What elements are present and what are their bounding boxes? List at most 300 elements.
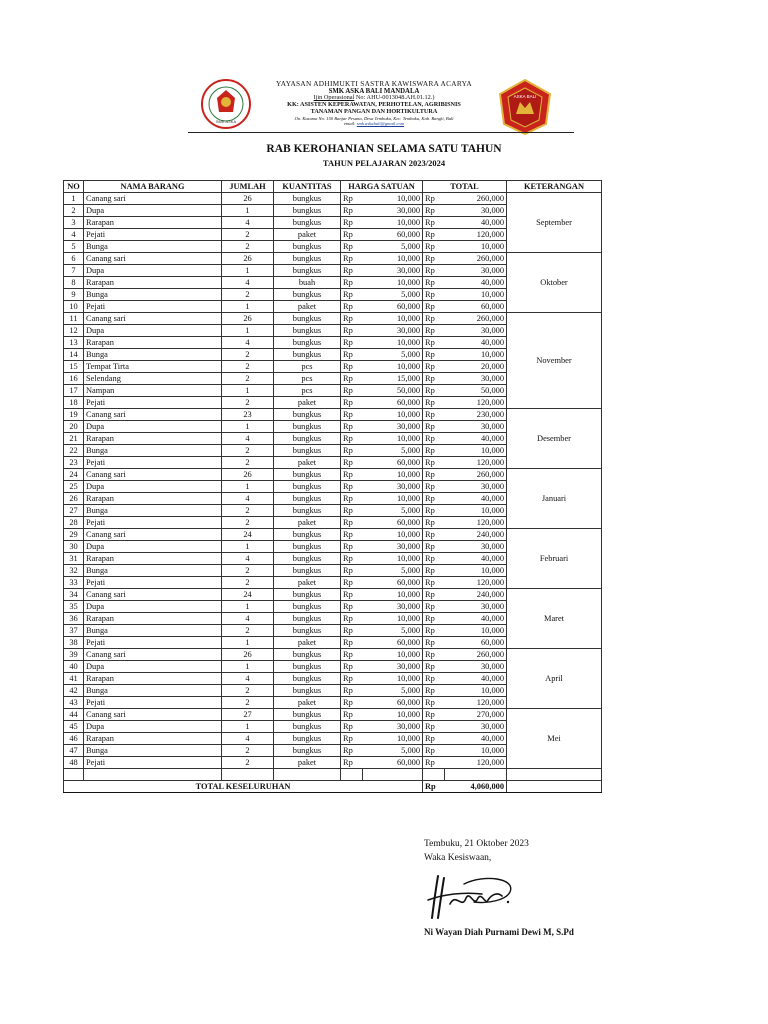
cell-jumlah: 1	[222, 637, 274, 649]
cell-harga-satuan: 60,000	[363, 697, 423, 709]
cell-total-currency: Rp	[423, 589, 445, 601]
cell-total-currency: Rp	[423, 385, 445, 397]
cell-total-currency: Rp	[423, 541, 445, 553]
cell-kuantitas: bungkus	[274, 481, 341, 493]
cell-harga-currency: Rp	[341, 637, 363, 649]
blank-cell	[423, 769, 445, 781]
cell-harga-currency: Rp	[341, 301, 363, 313]
cell-kuantitas: bungkus	[274, 685, 341, 697]
cell-nama-barang: Tempat Tirta	[84, 361, 222, 373]
grand-total-empty	[507, 781, 602, 793]
cell-kuantitas: bungkus	[274, 469, 341, 481]
cell-kuantitas: bungkus	[274, 709, 341, 721]
cell-no: 23	[64, 457, 84, 469]
cell-total-currency: Rp	[423, 421, 445, 433]
cell-nama-barang: Canang sari	[84, 529, 222, 541]
school-logo-right	[496, 78, 554, 136]
cell-harga-currency: Rp	[341, 361, 363, 373]
cell-harga-currency: Rp	[341, 613, 363, 625]
cell-jumlah: 2	[222, 445, 274, 457]
cell-kuantitas: bungkus	[274, 313, 341, 325]
school-email-line	[258, 121, 490, 126]
cell-kuantitas: pcs	[274, 385, 341, 397]
cell-nama-barang: Bunga	[84, 241, 222, 253]
cell-harga-satuan: 5,000	[363, 349, 423, 361]
cell-total: 30,000	[445, 601, 507, 613]
cell-harga-satuan: 5,000	[363, 289, 423, 301]
cell-total: 270,000	[445, 709, 507, 721]
permit-label: Ijin Operasional	[313, 94, 355, 102]
cell-jumlah: 2	[222, 697, 274, 709]
cell-jumlah: 2	[222, 757, 274, 769]
cell-total-currency: Rp	[423, 481, 445, 493]
cell-harga-currency: Rp	[341, 241, 363, 253]
cell-harga-satuan: 10,000	[363, 277, 423, 289]
cell-total-currency: Rp	[423, 661, 445, 673]
cell-no: 4	[64, 229, 84, 241]
cell-total-currency: Rp	[423, 277, 445, 289]
cell-kuantitas: bungkus	[274, 337, 341, 349]
cell-kuantitas: bungkus	[274, 673, 341, 685]
cell-kuantitas: paket	[274, 229, 341, 241]
cell-total: 10,000	[445, 241, 507, 253]
table-row	[64, 313, 602, 325]
cell-harga-satuan: 30,000	[363, 325, 423, 337]
cell-nama-barang: Pejati	[84, 397, 222, 409]
cell-no: 22	[64, 445, 84, 457]
cell-nama-barang: Dupa	[84, 601, 222, 613]
cell-harga-currency: Rp	[341, 217, 363, 229]
cell-total-currency: Rp	[423, 745, 445, 757]
cell-jumlah: 2	[222, 625, 274, 637]
cell-harga-currency: Rp	[341, 397, 363, 409]
cell-no: 18	[64, 397, 84, 409]
cell-kuantitas: bungkus	[274, 733, 341, 745]
cell-jumlah: 2	[222, 241, 274, 253]
cell-kuantitas: bungkus	[274, 613, 341, 625]
cell-kuantitas: bungkus	[274, 553, 341, 565]
blank-cell	[363, 769, 423, 781]
cell-total: 10,000	[445, 625, 507, 637]
cell-kuantitas: bungkus	[274, 625, 341, 637]
cell-nama-barang: Rarapan	[84, 673, 222, 685]
cell-total: 10,000	[445, 685, 507, 697]
cell-harga-currency: Rp	[341, 337, 363, 349]
cell-total-currency: Rp	[423, 709, 445, 721]
cell-nama-barang: Dupa	[84, 265, 222, 277]
cell-no: 27	[64, 505, 84, 517]
cell-no: 29	[64, 529, 84, 541]
cell-nama-barang: Bunga	[84, 289, 222, 301]
cell-harga-currency: Rp	[341, 445, 363, 457]
cell-jumlah: 27	[222, 709, 274, 721]
cell-no: 34	[64, 589, 84, 601]
cell-total: 40,000	[445, 613, 507, 625]
cell-nama-barang: Pejati	[84, 577, 222, 589]
cell-no: 40	[64, 661, 84, 673]
cell-total: 30,000	[445, 661, 507, 673]
cell-harga-satuan: 60,000	[363, 517, 423, 529]
cell-total-currency: Rp	[423, 229, 445, 241]
signature-place-date: Tembuku, 21 Oktober 2023	[424, 839, 529, 849]
cell-total: 260,000	[445, 313, 507, 325]
cell-keterangan-month: Februari	[507, 529, 602, 589]
blank-cell	[274, 769, 341, 781]
cell-kuantitas: bungkus	[274, 445, 341, 457]
cell-no: 15	[64, 361, 84, 373]
cell-harga-currency: Rp	[341, 757, 363, 769]
cell-total: 120,000	[445, 697, 507, 709]
table-body	[64, 193, 602, 769]
cell-jumlah: 4	[222, 217, 274, 229]
cell-keterangan-month: Maret	[507, 589, 602, 649]
cell-jumlah: 2	[222, 349, 274, 361]
cell-no: 12	[64, 325, 84, 337]
cell-kuantitas: bungkus	[274, 529, 341, 541]
cell-nama-barang: Pejati	[84, 637, 222, 649]
cell-nama-barang: Pejati	[84, 757, 222, 769]
cell-jumlah: 2	[222, 229, 274, 241]
cell-harga-currency: Rp	[341, 577, 363, 589]
cell-harga-currency: Rp	[341, 589, 363, 601]
cell-keterangan-month: Oktober	[507, 253, 602, 313]
cell-no: 43	[64, 697, 84, 709]
cell-no: 44	[64, 709, 84, 721]
header-total: TOTAL	[423, 181, 507, 193]
cell-jumlah: 4	[222, 613, 274, 625]
cell-total: 60,000	[445, 637, 507, 649]
cell-kuantitas: bungkus	[274, 289, 341, 301]
cell-total-currency: Rp	[423, 529, 445, 541]
cell-harga-satuan: 30,000	[363, 265, 423, 277]
cell-harga-currency: Rp	[341, 193, 363, 205]
cell-jumlah: 2	[222, 289, 274, 301]
cell-harga-satuan: 60,000	[363, 757, 423, 769]
cell-kuantitas: bungkus	[274, 721, 341, 733]
cell-total-currency: Rp	[423, 721, 445, 733]
cell-harga-satuan: 10,000	[363, 589, 423, 601]
cell-harga-satuan: 5,000	[363, 565, 423, 577]
cell-harga-currency: Rp	[341, 457, 363, 469]
cell-no: 28	[64, 517, 84, 529]
cell-jumlah: 26	[222, 469, 274, 481]
cell-kuantitas: bungkus	[274, 745, 341, 757]
cell-harga-currency: Rp	[341, 697, 363, 709]
cell-total-currency: Rp	[423, 241, 445, 253]
cell-kuantitas: bungkus	[274, 541, 341, 553]
cell-harga-currency: Rp	[341, 529, 363, 541]
cell-harga-satuan: 5,000	[363, 241, 423, 253]
cell-harga-satuan: 10,000	[363, 217, 423, 229]
cell-harga-satuan: 10,000	[363, 493, 423, 505]
cell-total: 40,000	[445, 733, 507, 745]
cell-no: 16	[64, 373, 84, 385]
cell-no: 6	[64, 253, 84, 265]
cell-harga-satuan: 30,000	[363, 661, 423, 673]
svg-text:SMK ASKA: SMK ASKA	[215, 119, 237, 124]
grand-total-value: 4,060,000	[445, 781, 507, 793]
cell-nama-barang: Bunga	[84, 685, 222, 697]
grand-total-label: TOTAL KESELURUHAN	[64, 781, 423, 793]
cell-nama-barang: Dupa	[84, 721, 222, 733]
cell-harga-currency: Rp	[341, 661, 363, 673]
svg-text:ASKA BALI: ASKA BALI	[513, 94, 537, 99]
cell-total: 120,000	[445, 397, 507, 409]
cell-jumlah: 2	[222, 517, 274, 529]
cell-kuantitas: paket	[274, 301, 341, 313]
cell-jumlah: 2	[222, 397, 274, 409]
table-row	[64, 193, 602, 205]
cell-total-currency: Rp	[423, 649, 445, 661]
cell-jumlah: 1	[222, 385, 274, 397]
cell-jumlah: 4	[222, 733, 274, 745]
cell-kuantitas: bungkus	[274, 217, 341, 229]
blank-cell	[84, 769, 222, 781]
cell-total: 260,000	[445, 193, 507, 205]
cell-jumlah: 2	[222, 505, 274, 517]
header-no: NO	[64, 181, 84, 193]
cell-no: 31	[64, 553, 84, 565]
cell-total-currency: Rp	[423, 313, 445, 325]
cell-total: 30,000	[445, 421, 507, 433]
cell-nama-barang: Rarapan	[84, 277, 222, 289]
cell-harga-satuan: 10,000	[363, 709, 423, 721]
cell-harga-satuan: 5,000	[363, 745, 423, 757]
cell-jumlah: 24	[222, 529, 274, 541]
cell-total: 10,000	[445, 289, 507, 301]
cell-nama-barang: Canang sari	[84, 253, 222, 265]
cell-total-currency: Rp	[423, 205, 445, 217]
cell-jumlah: 1	[222, 721, 274, 733]
cell-total: 10,000	[445, 349, 507, 361]
cell-kuantitas: pcs	[274, 373, 341, 385]
cell-harga-satuan: 10,000	[363, 529, 423, 541]
cell-nama-barang: Nampan	[84, 385, 222, 397]
table-row	[64, 253, 602, 265]
cell-total: 40,000	[445, 493, 507, 505]
cell-harga-currency: Rp	[341, 409, 363, 421]
cell-no: 13	[64, 337, 84, 349]
cell-nama-barang: Dupa	[84, 421, 222, 433]
cell-harga-satuan: 60,000	[363, 637, 423, 649]
document-title: RAB KEROHANIAN SELAMA SATU TAHUN	[266, 143, 502, 155]
cell-nama-barang: Dupa	[84, 481, 222, 493]
table-row	[64, 409, 602, 421]
cell-nama-barang: Canang sari	[84, 709, 222, 721]
cell-no: 14	[64, 349, 84, 361]
cell-total: 60,000	[445, 301, 507, 313]
school-email-link[interactable]: smk.askabali@gmail.com	[356, 121, 405, 127]
cell-jumlah: 1	[222, 325, 274, 337]
cell-no: 37	[64, 625, 84, 637]
cell-no: 45	[64, 721, 84, 733]
cell-no: 47	[64, 745, 84, 757]
grand-total-row	[64, 781, 602, 793]
cell-nama-barang: Bunga	[84, 565, 222, 577]
cell-kuantitas: bungkus	[274, 409, 341, 421]
skill-programs-line1: KK: ASISTEN KEPERAWATAN, PERHOTELAN, AGRIBISNIS	[287, 101, 461, 109]
cell-nama-barang: Canang sari	[84, 193, 222, 205]
table-row	[64, 709, 602, 721]
cell-harga-currency: Rp	[341, 565, 363, 577]
cell-jumlah: 24	[222, 589, 274, 601]
cell-nama-barang: Rarapan	[84, 433, 222, 445]
cell-harga-currency: Rp	[341, 517, 363, 529]
cell-nama-barang: Bunga	[84, 349, 222, 361]
cell-harga-satuan: 60,000	[363, 229, 423, 241]
cell-harga-satuan: 10,000	[363, 673, 423, 685]
cell-jumlah: 4	[222, 673, 274, 685]
cell-total-currency: Rp	[423, 613, 445, 625]
cell-harga-currency: Rp	[341, 433, 363, 445]
cell-total: 30,000	[445, 541, 507, 553]
cell-harga-satuan: 30,000	[363, 541, 423, 553]
cell-total: 230,000	[445, 409, 507, 421]
cell-total-currency: Rp	[423, 577, 445, 589]
blank-cell	[445, 769, 507, 781]
cell-no: 10	[64, 301, 84, 313]
cell-kuantitas: bungkus	[274, 601, 341, 613]
cell-kuantitas: bungkus	[274, 265, 341, 277]
school-address: Jln. Kusuma No. 150 Banjar Pesana, Desa Tembuku, Kec. Tembuku, Kab. Bangli, Bali	[294, 116, 454, 122]
cell-total-currency: Rp	[423, 325, 445, 337]
cell-total: 30,000	[445, 481, 507, 493]
cell-total-currency: Rp	[423, 553, 445, 565]
cell-keterangan-month: Mei	[507, 709, 602, 769]
cell-total: 240,000	[445, 529, 507, 541]
cell-total: 30,000	[445, 325, 507, 337]
cell-total-currency: Rp	[423, 637, 445, 649]
cell-harga-satuan: 10,000	[363, 193, 423, 205]
cell-total: 10,000	[445, 445, 507, 457]
cell-nama-barang: Pejati	[84, 457, 222, 469]
cell-harga-satuan: 10,000	[363, 733, 423, 745]
cell-kuantitas: paket	[274, 577, 341, 589]
cell-harga-satuan: 30,000	[363, 601, 423, 613]
blank-cell	[64, 769, 84, 781]
header-harga-satuan: HARGA SATUAN	[341, 181, 423, 193]
permit-number: No: AHU-0013048.AH.01.12.)	[354, 94, 435, 102]
table-row	[64, 529, 602, 541]
cell-harga-currency: Rp	[341, 625, 363, 637]
cell-nama-barang: Pejati	[84, 229, 222, 241]
cell-nama-barang: Dupa	[84, 541, 222, 553]
cell-total: 30,000	[445, 373, 507, 385]
cell-harga-currency: Rp	[341, 421, 363, 433]
cell-no: 42	[64, 685, 84, 697]
cell-nama-barang: Canang sari	[84, 589, 222, 601]
cell-nama-barang: Canang sari	[84, 409, 222, 421]
cell-harga-satuan: 30,000	[363, 205, 423, 217]
cell-total: 120,000	[445, 457, 507, 469]
cell-harga-satuan: 60,000	[363, 577, 423, 589]
cell-total-currency: Rp	[423, 565, 445, 577]
cell-harga-satuan: 10,000	[363, 433, 423, 445]
cell-total-currency: Rp	[423, 469, 445, 481]
cell-kuantitas: bungkus	[274, 241, 341, 253]
cell-kuantitas: paket	[274, 637, 341, 649]
cell-harga-currency: Rp	[341, 745, 363, 757]
header-jumlah: JUMLAH	[222, 181, 274, 193]
cell-nama-barang: Pejati	[84, 517, 222, 529]
skill-programs-line2: TANAMAN PANGAN DAN HORTIKULTURA	[310, 108, 438, 116]
cell-jumlah: 4	[222, 433, 274, 445]
cell-kuantitas: bungkus	[274, 253, 341, 265]
cell-harga-satuan: 10,000	[363, 361, 423, 373]
cell-jumlah: 2	[222, 457, 274, 469]
cell-no: 24	[64, 469, 84, 481]
cell-harga-currency: Rp	[341, 505, 363, 517]
cell-total-currency: Rp	[423, 217, 445, 229]
cell-harga-satuan: 15,000	[363, 373, 423, 385]
cell-harga-satuan: 5,000	[363, 445, 423, 457]
cell-kuantitas: paket	[274, 757, 341, 769]
cell-jumlah: 23	[222, 409, 274, 421]
cell-total-currency: Rp	[423, 685, 445, 697]
cell-kuantitas: bungkus	[274, 505, 341, 517]
cell-kuantitas: bungkus	[274, 205, 341, 217]
cell-no: 9	[64, 289, 84, 301]
cell-no: 48	[64, 757, 84, 769]
cell-harga-currency: Rp	[341, 721, 363, 733]
cell-total-currency: Rp	[423, 757, 445, 769]
cell-total: 120,000	[445, 517, 507, 529]
cell-kuantitas: bungkus	[274, 649, 341, 661]
cell-no: 17	[64, 385, 84, 397]
header-nama-barang: NAMA BARANG	[84, 181, 222, 193]
cell-harga-satuan: 5,000	[363, 505, 423, 517]
cell-jumlah: 2	[222, 577, 274, 589]
cell-total-currency: Rp	[423, 517, 445, 529]
cell-no: 46	[64, 733, 84, 745]
cell-total: 10,000	[445, 565, 507, 577]
email-label: email:	[343, 121, 357, 127]
cell-harga-currency: Rp	[341, 349, 363, 361]
cell-total: 240,000	[445, 589, 507, 601]
cell-nama-barang: Rarapan	[84, 613, 222, 625]
cell-harga-satuan: 10,000	[363, 313, 423, 325]
cell-nama-barang: Rarapan	[84, 493, 222, 505]
cell-jumlah: 1	[222, 205, 274, 217]
cell-nama-barang: Bunga	[84, 445, 222, 457]
cell-kuantitas: bungkus	[274, 433, 341, 445]
cell-nama-barang: Canang sari	[84, 649, 222, 661]
cell-total: 120,000	[445, 577, 507, 589]
cell-total-currency: Rp	[423, 349, 445, 361]
cell-no: 39	[64, 649, 84, 661]
cell-no: 30	[64, 541, 84, 553]
cell-kuantitas: paket	[274, 517, 341, 529]
cell-harga-currency: Rp	[341, 277, 363, 289]
cell-jumlah: 26	[222, 253, 274, 265]
cell-kuantitas: bungkus	[274, 421, 341, 433]
signature-role: Waka Kesiswaan,	[424, 853, 492, 863]
cell-kuantitas: bungkus	[274, 193, 341, 205]
cell-nama-barang: Selendang	[84, 373, 222, 385]
cell-harga-currency: Rp	[341, 673, 363, 685]
cell-harga-currency: Rp	[341, 649, 363, 661]
cell-harga-currency: Rp	[341, 253, 363, 265]
cell-harga-satuan: 60,000	[363, 397, 423, 409]
cell-harga-currency: Rp	[341, 289, 363, 301]
cell-harga-currency: Rp	[341, 373, 363, 385]
cell-jumlah: 4	[222, 493, 274, 505]
cell-total: 10,000	[445, 745, 507, 757]
cell-no: 41	[64, 673, 84, 685]
cell-total: 50,000	[445, 385, 507, 397]
signatory-name: Ni Wayan Diah Purnami Dewi M, S.Pd	[424, 927, 574, 937]
cell-jumlah: 2	[222, 685, 274, 697]
